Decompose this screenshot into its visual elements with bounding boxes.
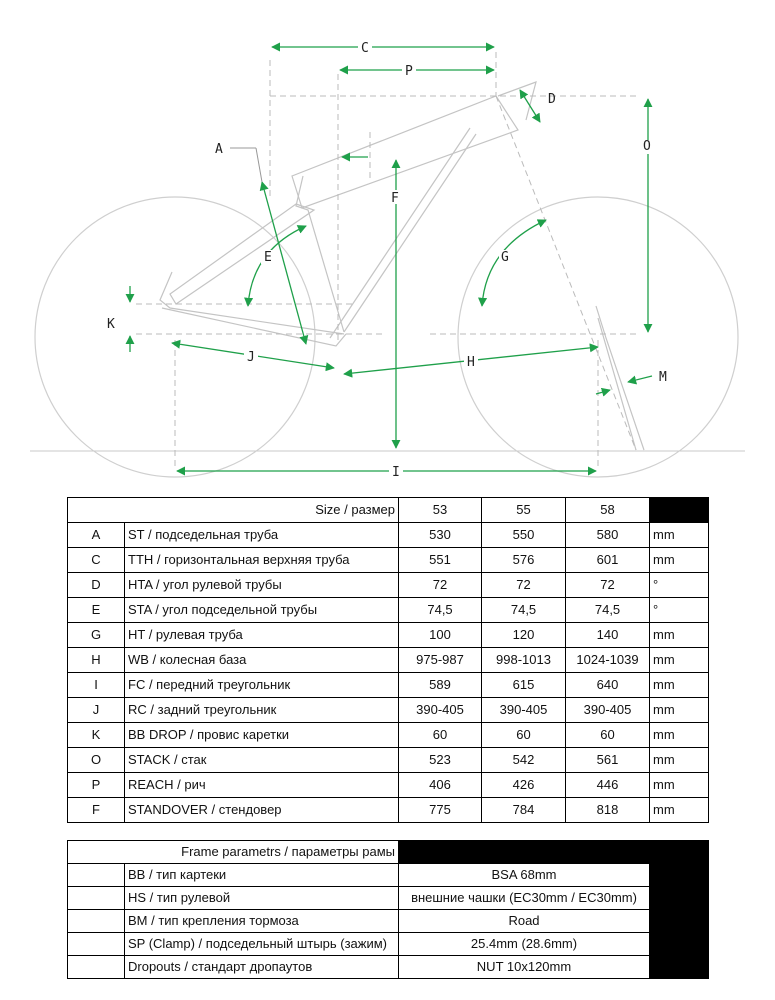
param-code: C: [68, 548, 125, 573]
table-row: [68, 723, 709, 748]
label-c: C: [361, 41, 369, 56]
value-55: 550: [482, 523, 566, 548]
param-code: F: [68, 798, 125, 823]
value-55: 74,5: [482, 598, 566, 623]
param-unit: mm: [650, 623, 709, 648]
value-58: 601: [566, 548, 650, 573]
value-55: 120: [482, 623, 566, 648]
table-row: [68, 698, 709, 723]
value-55: 390-405: [482, 698, 566, 723]
table-row: [68, 910, 709, 933]
label-p: P: [405, 64, 413, 79]
param-unit: mm: [650, 548, 709, 573]
table-row: [68, 864, 709, 887]
value-58: 446: [566, 773, 650, 798]
frame-param-label: SP (Clamp) / подседельный штырь (зажим): [125, 933, 399, 956]
frame-header-label: Frame parametrs / параметры рамы: [68, 841, 399, 864]
value-55: 72: [482, 573, 566, 598]
geometry-table: [67, 497, 709, 823]
param-unit: mm: [650, 648, 709, 673]
param-label: ST / подседельная труба: [125, 523, 399, 548]
param-unit: °: [650, 573, 709, 598]
param-code: P: [68, 773, 125, 798]
dimension-lines: [130, 47, 652, 471]
black-cell: [650, 956, 709, 979]
size-header-label: Size / размер: [68, 498, 399, 523]
param-code: K: [68, 723, 125, 748]
table-row: [68, 573, 709, 598]
param-unit: mm: [650, 523, 709, 548]
value-58: 561: [566, 748, 650, 773]
table-row: [68, 598, 709, 623]
table-row: [68, 748, 709, 773]
param-code: I: [68, 673, 125, 698]
value-58: 580: [566, 523, 650, 548]
frame-param-value: Road: [399, 910, 650, 933]
param-unit: mm: [650, 673, 709, 698]
table-row: [68, 798, 709, 823]
frame-param-value: 25.4mm (28.6mm): [399, 933, 650, 956]
black-cell: [650, 933, 709, 956]
value-53: 589: [399, 673, 482, 698]
header-black-cell: [650, 498, 709, 523]
value-58: 72: [566, 573, 650, 598]
label-o: O: [643, 139, 651, 154]
table-row: [68, 956, 709, 979]
label-h: I: [392, 465, 400, 480]
label-e: E: [264, 250, 272, 265]
value-55: 542: [482, 748, 566, 773]
frame-param-label: BM / тип крепления тормоза: [125, 910, 399, 933]
frame-param-label: Dropouts / стандарт дропаутов: [125, 956, 399, 979]
param-label: FC / передний треугольник: [125, 673, 399, 698]
value-53: 406: [399, 773, 482, 798]
blank-cell: [68, 933, 125, 956]
value-53: 530: [399, 523, 482, 548]
frame-param-value: внешние чашки (EC30mm / EC30mm): [399, 887, 650, 910]
table-row: [68, 548, 709, 573]
frame-header-black-cell: [399, 841, 709, 864]
table-row: [68, 523, 709, 548]
param-code: J: [68, 698, 125, 723]
param-unit: mm: [650, 723, 709, 748]
dim-g: [482, 220, 546, 306]
blank-cell: [68, 910, 125, 933]
param-label: TTH / горизонтальная верхняя труба: [125, 548, 399, 573]
param-code: D: [68, 573, 125, 598]
table-row: [68, 773, 709, 798]
table-row: [68, 887, 709, 910]
param-label: RC / задний треугольник: [125, 698, 399, 723]
label-k: K: [107, 317, 115, 332]
value-55: 784: [482, 798, 566, 823]
label-f: F: [391, 191, 399, 206]
frame-parameters-table: [67, 840, 709, 979]
param-label: STANDOVER / стендовер: [125, 798, 399, 823]
param-label: STACK / стак: [125, 748, 399, 773]
label-g: G: [501, 250, 509, 265]
value-53: 523: [399, 748, 482, 773]
param-unit: mm: [650, 798, 709, 823]
label-a: A: [215, 142, 223, 157]
param-label: HTA / угол рулевой трубы: [125, 573, 399, 598]
table-row: [68, 623, 709, 648]
frame-param-value: BSA 68mm: [399, 864, 650, 887]
param-label: BB DROP / провис каретки: [125, 723, 399, 748]
value-53: 74,5: [399, 598, 482, 623]
bike-frame: [160, 82, 644, 450]
black-cell: [650, 864, 709, 887]
bike-geometry-diagram: [0, 0, 775, 490]
param-unit: mm: [650, 748, 709, 773]
param-label: HT / рулевая труба: [125, 623, 399, 648]
frame-param-label: HS / тип рулевой: [125, 887, 399, 910]
value-58: 140: [566, 623, 650, 648]
label-d: D: [548, 92, 556, 107]
param-code: G: [68, 623, 125, 648]
table-row: [68, 933, 709, 956]
blank-cell: [68, 887, 125, 910]
param-unit: °: [650, 598, 709, 623]
param-label: REACH / рич: [125, 773, 399, 798]
reference-lines: [136, 52, 640, 470]
value-55: 576: [482, 548, 566, 573]
value-55: 615: [482, 673, 566, 698]
value-58: 640: [566, 673, 650, 698]
param-code: E: [68, 598, 125, 623]
blank-cell: [68, 956, 125, 979]
value-58: 390-405: [566, 698, 650, 723]
param-label: STA / угол подседельной трубы: [125, 598, 399, 623]
value-58: 1024-1039: [566, 648, 650, 673]
table-row: [68, 648, 709, 673]
param-label: WB / колесная база: [125, 648, 399, 673]
value-55: 426: [482, 773, 566, 798]
dim-d: [520, 90, 540, 122]
dim-m-b: [628, 376, 652, 382]
param-unit: mm: [650, 698, 709, 723]
param-code: A: [68, 523, 125, 548]
size-58: 58: [566, 498, 650, 523]
label-m: M: [659, 370, 667, 385]
value-55: 60: [482, 723, 566, 748]
table-row: [68, 673, 709, 698]
label-i: H: [467, 355, 475, 370]
size-55: 55: [482, 498, 566, 523]
frame-header-row: [68, 841, 709, 864]
value-53: 775: [399, 798, 482, 823]
value-53: 975-987: [399, 648, 482, 673]
blank-cell: [68, 864, 125, 887]
value-55: 998-1013: [482, 648, 566, 673]
value-58: 818: [566, 798, 650, 823]
dimension-labels: [107, 40, 667, 480]
value-53: 72: [399, 573, 482, 598]
geometry-header-row: [68, 498, 709, 523]
value-53: 60: [399, 723, 482, 748]
frame-param-value: NUT 10x120mm: [399, 956, 650, 979]
black-cell: [650, 910, 709, 933]
param-code: O: [68, 748, 125, 773]
label-j: J: [247, 350, 255, 365]
black-cell: [650, 887, 709, 910]
param-code: H: [68, 648, 125, 673]
value-53: 390-405: [399, 698, 482, 723]
leader-lines: [230, 148, 262, 182]
param-unit: mm: [650, 773, 709, 798]
value-53: 551: [399, 548, 482, 573]
size-53: 53: [399, 498, 482, 523]
value-58: 60: [566, 723, 650, 748]
frame-param-label: BB / тип картеки: [125, 864, 399, 887]
value-58: 74,5: [566, 598, 650, 623]
value-53: 100: [399, 623, 482, 648]
